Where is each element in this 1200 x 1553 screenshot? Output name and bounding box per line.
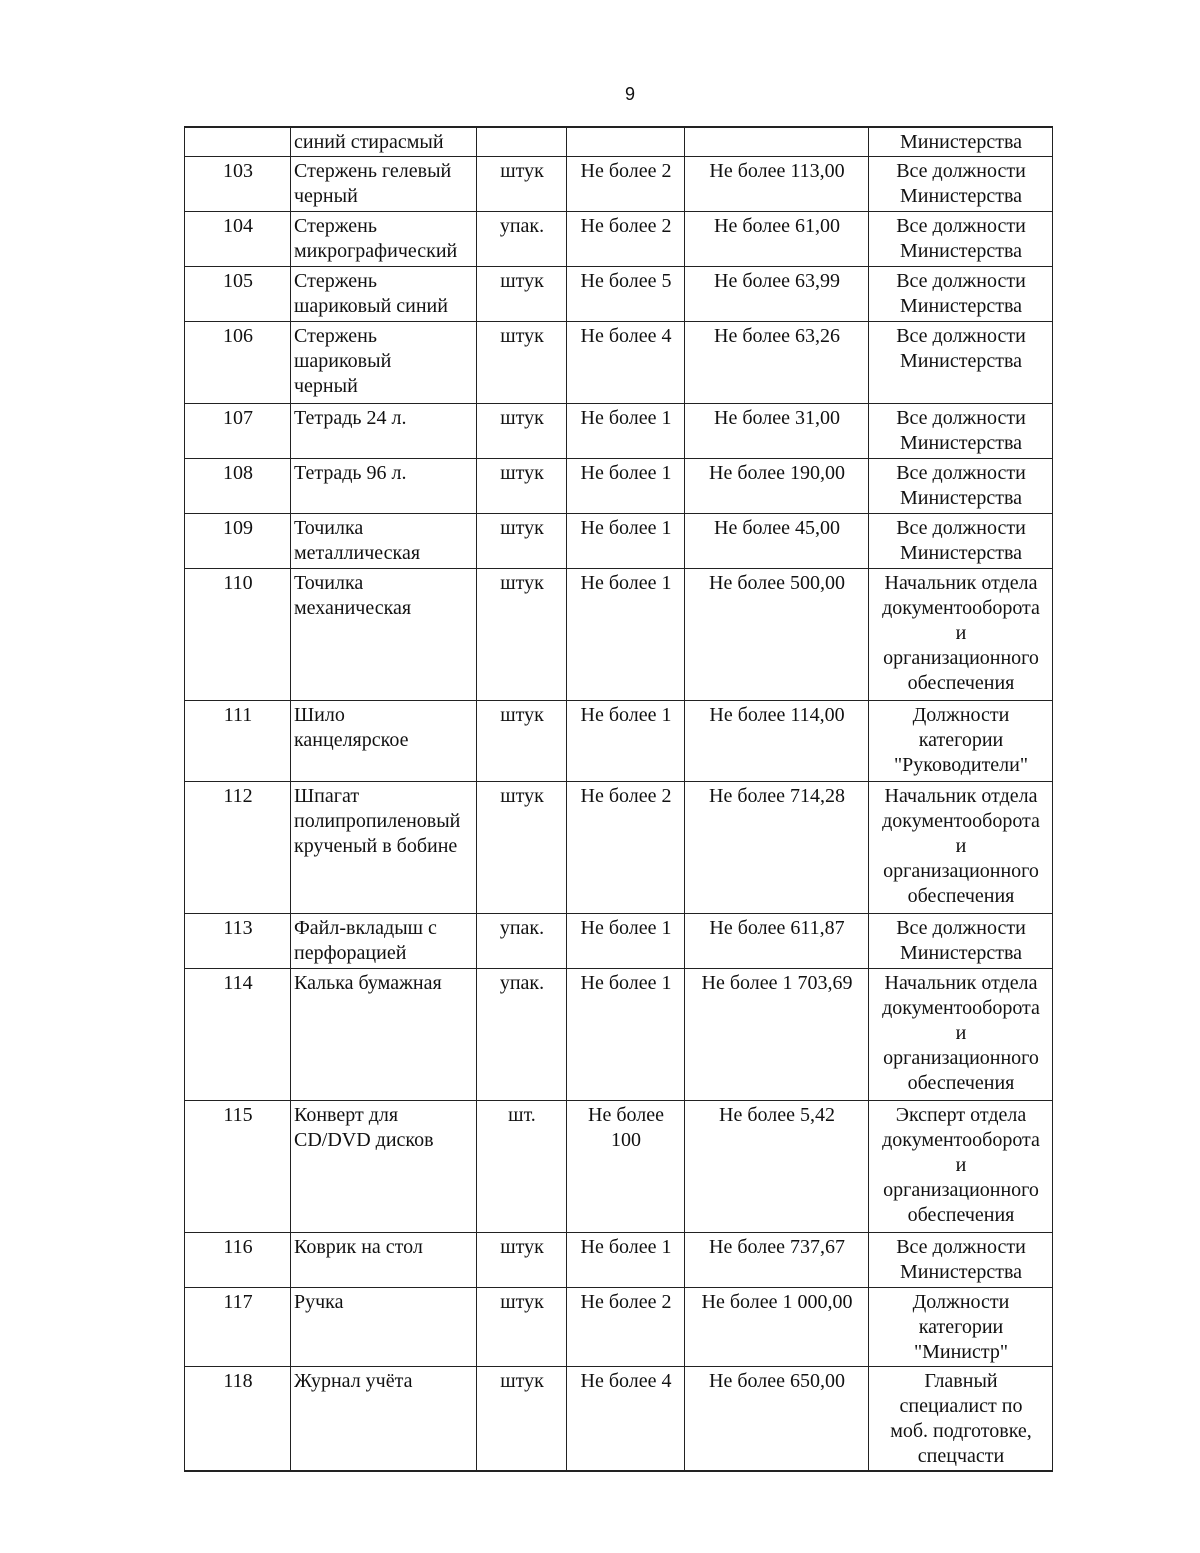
position-category: Все должности Министерства bbox=[896, 269, 1026, 317]
price-limit: Не более 737,67 bbox=[709, 1235, 845, 1258]
position-category-cell bbox=[869, 266, 1053, 321]
table-row bbox=[185, 1287, 1053, 1366]
position-category-cell bbox=[869, 458, 1053, 513]
item-name-cell bbox=[291, 211, 477, 266]
item-name: Коврик на стол bbox=[294, 1235, 423, 1258]
row-number-cell bbox=[185, 513, 291, 568]
row-number-cell bbox=[185, 321, 291, 403]
row-number-cell bbox=[185, 211, 291, 266]
quantity-limit-cell bbox=[567, 127, 685, 156]
unit-of-measure: штук bbox=[500, 703, 544, 726]
row-number: 105 bbox=[223, 269, 253, 292]
price-limit-cell bbox=[685, 700, 869, 781]
price-limit: Не более 113,00 bbox=[709, 159, 845, 182]
position-category-cell bbox=[869, 513, 1053, 568]
quantity-limit-cell bbox=[567, 1232, 685, 1287]
unit-of-measure: упак. bbox=[499, 214, 545, 237]
price-limit-cell bbox=[685, 127, 869, 156]
item-name-cell bbox=[291, 156, 477, 211]
unit-of-measure-cell bbox=[477, 211, 567, 266]
price-limit: Не более 500,00 bbox=[709, 571, 845, 594]
position-category-cell bbox=[869, 403, 1053, 458]
quantity-limit: Не более 1 bbox=[580, 971, 672, 994]
quantity-limit: Не более 1 bbox=[580, 1235, 672, 1258]
quantity-limit: Не более 1 bbox=[580, 703, 672, 726]
item-name-cell bbox=[291, 403, 477, 458]
row-number: 118 bbox=[223, 1369, 253, 1392]
item-name-cell bbox=[291, 1100, 477, 1232]
price-limit: Не более 5,42 bbox=[719, 1103, 835, 1126]
unit-of-measure: штук bbox=[500, 1290, 544, 1313]
position-category-cell bbox=[869, 211, 1053, 266]
item-name: Шило канцелярское bbox=[294, 703, 409, 751]
position-category-cell bbox=[869, 913, 1053, 968]
position-category-cell bbox=[869, 127, 1053, 156]
price-limit-cell bbox=[685, 321, 869, 403]
unit-of-measure-cell bbox=[477, 156, 567, 211]
unit-of-measure: штук bbox=[500, 461, 544, 484]
unit-of-measure-cell bbox=[477, 1287, 567, 1366]
position-category-cell bbox=[869, 968, 1053, 1100]
position-category: Все должности Министерства bbox=[896, 1235, 1026, 1283]
quantity-limit: Не более 5 bbox=[580, 269, 672, 292]
row-number-cell bbox=[185, 156, 291, 211]
price-limit: Не более 45,00 bbox=[714, 516, 840, 539]
item-name: Шпагат полипропиленовый крученый в бобине bbox=[294, 784, 461, 857]
unit-of-measure-cell bbox=[477, 1232, 567, 1287]
norms-table bbox=[184, 126, 1053, 1472]
item-name: Ручка bbox=[294, 1290, 344, 1313]
row-number-cell bbox=[185, 1232, 291, 1287]
quantity-limit: Не более 4 bbox=[580, 324, 672, 347]
item-name: Стержень гелевый черный bbox=[294, 159, 452, 207]
quantity-limit-cell bbox=[567, 700, 685, 781]
item-name: Тетрадь 24 л. bbox=[294, 406, 407, 429]
row-number-cell bbox=[185, 968, 291, 1100]
position-category-cell bbox=[869, 700, 1053, 781]
unit-of-measure-cell bbox=[477, 568, 567, 700]
row-number-cell bbox=[185, 913, 291, 968]
position-category: Начальник отдела документооборота и организационного обеспечения bbox=[882, 571, 1040, 694]
quantity-limit-cell bbox=[567, 458, 685, 513]
quantity-limit-cell bbox=[567, 568, 685, 700]
row-number: 114 bbox=[223, 971, 253, 994]
item-name-cell bbox=[291, 1287, 477, 1366]
table-row bbox=[185, 1232, 1053, 1287]
table-row bbox=[185, 1366, 1053, 1471]
table-row bbox=[185, 458, 1053, 513]
unit-of-measure-cell bbox=[477, 1100, 567, 1232]
position-category-cell bbox=[869, 1366, 1053, 1471]
unit-of-measure: штук bbox=[500, 406, 544, 429]
row-number: 111 bbox=[223, 703, 253, 726]
quantity-limit: Не более 1 bbox=[580, 461, 672, 484]
position-category: Все должности Министерства bbox=[896, 406, 1026, 454]
quantity-limit-cell bbox=[567, 156, 685, 211]
price-limit: Не более 31,00 bbox=[714, 406, 840, 429]
quantity-limit: Не более 1 bbox=[580, 406, 672, 429]
price-limit-cell bbox=[685, 568, 869, 700]
unit-of-measure: штук bbox=[500, 324, 544, 347]
position-category: Главный специалист по моб. подготовке, спецчасти bbox=[890, 1369, 1032, 1467]
position-category: Все должности Министерства bbox=[896, 159, 1026, 207]
price-limit: Не более 61,00 bbox=[714, 214, 840, 237]
quantity-limit: Не более 2 bbox=[580, 159, 672, 182]
quantity-limit-cell bbox=[567, 321, 685, 403]
position-category-cell bbox=[869, 781, 1053, 913]
price-limit: Не более 714,28 bbox=[709, 784, 845, 807]
row-number: 103 bbox=[223, 159, 253, 182]
position-category-cell bbox=[869, 1232, 1053, 1287]
position-category: Все должности Министерства bbox=[896, 324, 1026, 372]
quantity-limit: Не более 1 bbox=[580, 516, 672, 539]
position-category-cell bbox=[869, 568, 1053, 700]
position-category: Министерства bbox=[899, 131, 1023, 153]
unit-of-measure: упак. bbox=[499, 971, 545, 994]
row-number-cell bbox=[185, 403, 291, 458]
price-limit-cell bbox=[685, 781, 869, 913]
table-row bbox=[185, 968, 1053, 1100]
row-number-cell bbox=[185, 1366, 291, 1471]
quantity-limit-cell bbox=[567, 781, 685, 913]
position-category: Все должности Министерства bbox=[896, 516, 1026, 564]
item-name-cell bbox=[291, 1366, 477, 1471]
unit-of-measure: штук bbox=[500, 269, 544, 292]
position-category: Все должности Министерства bbox=[896, 916, 1026, 964]
price-limit-cell bbox=[685, 1100, 869, 1232]
item-name-cell bbox=[291, 968, 477, 1100]
unit-of-measure-cell bbox=[477, 700, 567, 781]
item-name: Журнал учёта bbox=[294, 1369, 413, 1392]
row-number-cell bbox=[185, 568, 291, 700]
table-row bbox=[185, 513, 1053, 568]
item-name-cell bbox=[291, 1232, 477, 1287]
unit-of-measure-cell bbox=[477, 127, 567, 156]
quantity-limit: Не более 4 bbox=[580, 1369, 672, 1392]
quantity-limit-cell bbox=[567, 1100, 685, 1232]
quantity-limit: Не более 2 bbox=[580, 1290, 672, 1313]
row-number-cell bbox=[185, 700, 291, 781]
row-number: 104 bbox=[223, 214, 253, 237]
unit-of-measure: штук bbox=[500, 1369, 544, 1392]
quantity-limit: Не более 100 bbox=[588, 1103, 664, 1151]
position-category: Эксперт отдела документооборота и организационного обеспечения bbox=[882, 1103, 1040, 1226]
price-limit-cell bbox=[685, 513, 869, 568]
position-category-cell bbox=[869, 1287, 1053, 1366]
price-limit: Не более 63,99 bbox=[714, 269, 840, 292]
table-row bbox=[185, 1100, 1053, 1232]
row-number: 113 bbox=[223, 916, 253, 939]
position-category: Должности категории "Руководители" bbox=[893, 703, 1029, 776]
quantity-limit-cell bbox=[567, 968, 685, 1100]
position-category-cell bbox=[869, 321, 1053, 403]
table-row bbox=[185, 211, 1053, 266]
unit-of-measure: штук bbox=[500, 516, 544, 539]
row-number-cell bbox=[185, 1100, 291, 1232]
item-name: Файл-вкладыш с перфорацией bbox=[294, 916, 437, 964]
price-limit-cell bbox=[685, 968, 869, 1100]
quantity-limit: Не более 1 bbox=[580, 571, 672, 594]
price-limit-cell bbox=[685, 403, 869, 458]
table-row bbox=[185, 913, 1053, 968]
row-number: 109 bbox=[223, 516, 253, 539]
row-number: 116 bbox=[223, 1235, 253, 1258]
price-limit-cell bbox=[685, 266, 869, 321]
unit-of-measure: шт. bbox=[508, 1103, 536, 1126]
row-number: 107 bbox=[223, 406, 253, 429]
item-name-cell bbox=[291, 781, 477, 913]
unit-of-measure-cell bbox=[477, 266, 567, 321]
row-number: 117 bbox=[223, 1290, 253, 1313]
table-row bbox=[185, 156, 1053, 211]
unit-of-measure: штук bbox=[500, 784, 544, 807]
item-name-cell bbox=[291, 321, 477, 403]
table-row bbox=[185, 568, 1053, 700]
row-number: 106 bbox=[223, 324, 253, 347]
price-limit: Не более 1 703,69 bbox=[701, 971, 853, 994]
item-name: Точилка механическая bbox=[294, 571, 412, 619]
item-name: синий стирасмый bbox=[294, 131, 444, 153]
price-limit-cell bbox=[685, 1366, 869, 1471]
row-number-cell bbox=[185, 1287, 291, 1366]
table-row bbox=[185, 403, 1053, 458]
price-limit: Не более 611,87 bbox=[709, 916, 845, 939]
price-limit: Не более 1 000,00 bbox=[701, 1290, 853, 1313]
item-name: Конверт для CD/DVD дисков bbox=[294, 1103, 434, 1151]
row-number-cell bbox=[185, 458, 291, 513]
price-limit-cell bbox=[685, 156, 869, 211]
position-category-cell bbox=[869, 156, 1053, 211]
quantity-limit-cell bbox=[567, 513, 685, 568]
page-number: 9 bbox=[624, 84, 635, 104]
price-limit: Не более 650,00 bbox=[709, 1369, 845, 1392]
unit-of-measure: штук bbox=[500, 159, 544, 182]
price-limit: Не более 63,26 bbox=[714, 324, 840, 347]
price-limit-cell bbox=[685, 458, 869, 513]
unit-of-measure-cell bbox=[477, 913, 567, 968]
quantity-limit-cell bbox=[567, 913, 685, 968]
table-row bbox=[185, 781, 1053, 913]
position-category: Должности категории "Министр" bbox=[912, 1290, 1010, 1363]
item-name: Калька бумажная bbox=[294, 971, 442, 994]
item-name: Точилка металлическая bbox=[294, 516, 421, 564]
unit-of-measure: упак. bbox=[499, 916, 545, 939]
position-category: Начальник отдела документооборота и организационного обеспечения bbox=[882, 784, 1040, 907]
unit-of-measure-cell bbox=[477, 458, 567, 513]
row-number-cell bbox=[185, 266, 291, 321]
position-category-cell bbox=[869, 1100, 1053, 1232]
item-name-cell bbox=[291, 568, 477, 700]
unit-of-measure-cell bbox=[477, 513, 567, 568]
table-row bbox=[185, 700, 1053, 781]
position-category: Все должности Министерства bbox=[896, 214, 1026, 262]
price-limit-cell bbox=[685, 913, 869, 968]
price-limit-cell bbox=[685, 1287, 869, 1366]
quantity-limit-cell bbox=[567, 211, 685, 266]
quantity-limit-cell bbox=[567, 266, 685, 321]
unit-of-measure-cell bbox=[477, 321, 567, 403]
row-number-cell bbox=[185, 127, 291, 156]
row-number: 112 bbox=[223, 784, 253, 807]
quantity-limit: Не более 1 bbox=[580, 916, 672, 939]
price-limit: Не более 190,00 bbox=[709, 461, 845, 484]
quantity-limit-cell bbox=[567, 1366, 685, 1471]
quantity-limit-cell bbox=[567, 1287, 685, 1366]
table-row bbox=[185, 266, 1053, 321]
position-category: Начальник отдела документооборота и организационного обеспечения bbox=[882, 971, 1040, 1094]
price-limit-cell bbox=[685, 211, 869, 266]
position-category: Все должности Министерства bbox=[896, 461, 1026, 509]
quantity-limit-cell bbox=[567, 403, 685, 458]
unit-of-measure-cell bbox=[477, 1366, 567, 1471]
row-number: 108 bbox=[223, 461, 253, 484]
unit-of-measure-cell bbox=[477, 968, 567, 1100]
price-limit: Не более 114,00 bbox=[709, 703, 845, 726]
item-name: Стержень микрографический bbox=[294, 214, 458, 262]
item-name-cell bbox=[291, 458, 477, 513]
item-name-cell bbox=[291, 700, 477, 781]
item-name: Стержень шариковый синий bbox=[294, 269, 448, 317]
quantity-limit: Не более 2 bbox=[580, 214, 672, 237]
item-name: Тетрадь 96 л. bbox=[294, 461, 407, 484]
table-row bbox=[185, 127, 1053, 156]
row-number: 115 bbox=[223, 1103, 253, 1126]
quantity-limit: Не более 2 bbox=[580, 784, 672, 807]
item-name: Стержень шариковый черный bbox=[294, 324, 392, 397]
unit-of-measure: штук bbox=[500, 1235, 544, 1258]
unit-of-measure: штук bbox=[500, 571, 544, 594]
item-name-cell bbox=[291, 266, 477, 321]
row-number: 110 bbox=[223, 571, 253, 594]
item-name-cell bbox=[291, 913, 477, 968]
item-name-cell bbox=[291, 513, 477, 568]
unit-of-measure-cell bbox=[477, 781, 567, 913]
item-name-cell bbox=[291, 127, 477, 156]
price-limit-cell bbox=[685, 1232, 869, 1287]
unit-of-measure-cell bbox=[477, 403, 567, 458]
table-row bbox=[185, 321, 1053, 403]
row-number-cell bbox=[185, 781, 291, 913]
